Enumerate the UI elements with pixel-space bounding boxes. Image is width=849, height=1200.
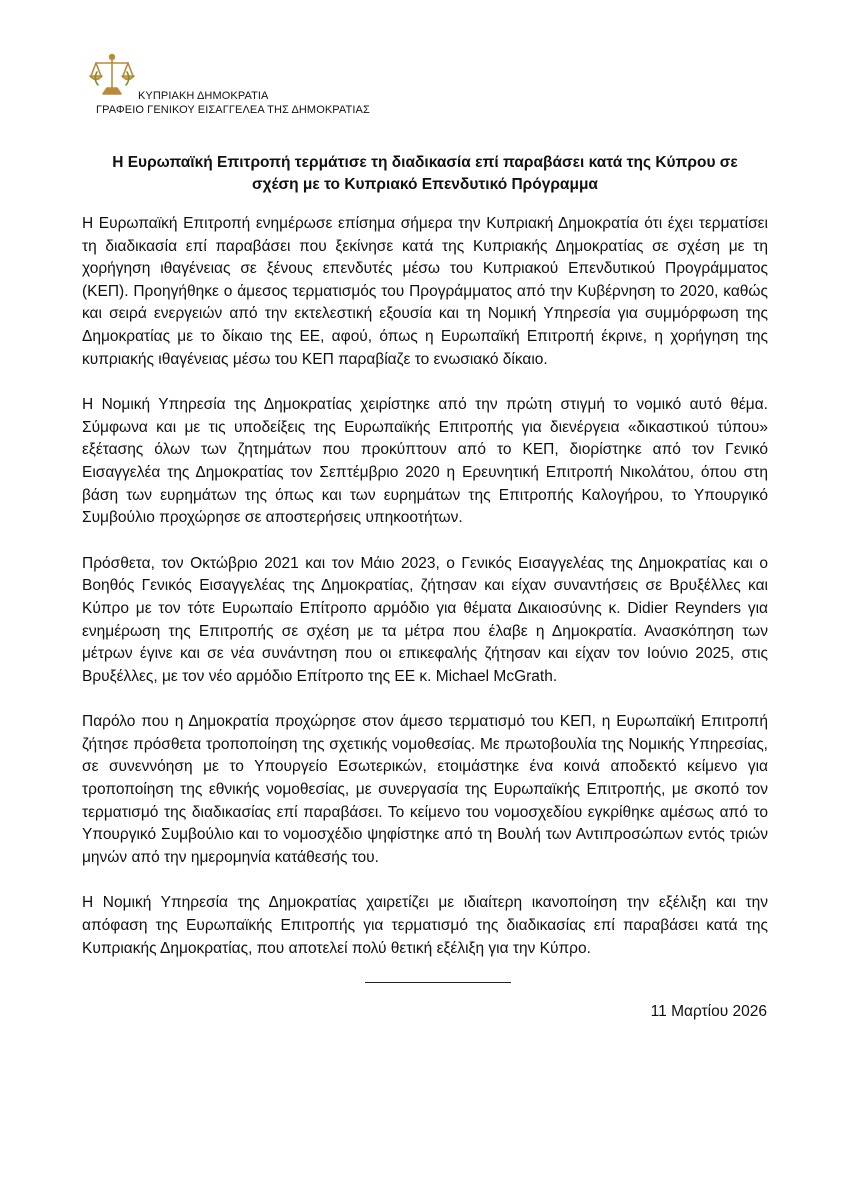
title-line-1: Η Ευρωπαϊκή Επιτροπή τερμάτισε τη διαδικασία επί παραβάσει κατά της Κύπρου σε [112,154,738,171]
header-country-name: ΚΥΠΡΙΑΚΗ ΔΗΜΟΚΡΑΤΙΑ [138,90,269,102]
page-title [82,152,768,196]
paragraph-4: Παρόλο που η Δημοκρατία προχώρησε στον άμεσο τερματισμό του ΚΕΠ, η Ευρωπαϊκή Επιτροπή ζήτησε πρόσθετα τροποποίηση της σχετικής νομοθεσίας. Με πρωτοβουλία της Νομικής Υπηρεσίας, σε συνεννόηση με το Υπουργείο Εσωτερικών, ετοιμάστηκε ένα κοινά αποδεκτό κείμενο για τροποποίηση της εθνικής νομοθεσίας, με συνεργασία της Ευρωπαϊκής Επιτροπής, με σκοπό τον τερματισμό της διαδικασίας επί παραβάσει. Το κείμενο του νομοσχεδίου εγκρίθηκε αμέσως από το Υπουργικό Συμβούλιο και το νομοσχέδιο ψηφίστηκε από τη Βουλή των Αντιπροσώπων εντός τριών μηνών από την ημερομηνία κατάθεσής του. [82,713,768,866]
signature-divider [365,982,511,983]
header-office-name: ΓΡΑΦΕΙΟ ΓΕΝΙΚΟΥ ΕΙΣΑΓΓΕΛΕΑ ΤΗΣ ΔΗΜΟΚΡΑΤΙΑΣ [96,104,370,116]
scales-of-justice-icon [88,52,136,98]
document-body [82,213,768,983]
paragraph-1: Η Ευρωπαϊκή Επιτροπή ενημέρωσε επίσημα σήμερα την Κυπριακή Δημοκρατία ότι έχει τερματίσει τη διαδικασία επί παραβάσει που ξεκίνησε κατά της Κυπριακής Δημοκρατίας σε σχέση με τη χορήγηση ιθαγένειας σε ξένους επενδυτές μέσω του Κυπριακού Επενδυτικού Προγράμματος (ΚΕΠ). Προηγήθηκε ο άμεσος τερματισμός του Προγράμματος από την Κυβέρνηση το 2020, καθώς και σειρά ενεργειών από την εκτελεστική εξουσία και τη Νομική Υπηρεσία για συμμόρφωση της Δημοκρατίας με το δίκαιο της ΕΕ, αφού, όπως η Ευρωπαϊκή Επιτροπή έκρινε, η χορήγηση της κυπριακής ιθαγένειας μέσω του ΚΕΠ παραβίαζε το ενωσιακό δίκαιο. [82,215,768,368]
title-line-2: σχέση με το Κυπριακό Επενδυτικό Πρόγραμμα [252,176,598,193]
document-date: 11 Μαρτίου 2026 [650,1003,767,1020]
paragraph-2: Η Νομική Υπηρεσία της Δημοκρατίας χειρίστηκε από την πρώτη στιγμή το νομικό αυτό θέμα. Σύμφωνα και με τις υποδείξεις της Ευρωπαϊκής Επιτροπής για διενέργεια «δικαστικού τύπου» εξέτασης όλων των ζητημάτων που προκύπτουν από το ΚΕΠ, διορίστηκε από τον Γενικό Εισαγγελέα της Δημοκρατίας τον Σεπτέμβριο 2020 η Ερευνητική Επιτροπή Νικολάτου, όπου στη βάση των ευρημάτων της όπως και των ευρημάτων της Επιτροπής Καλογήρου, το Υπουργικό Συμβούλιο προχώρησε σε αποστερήσεις υπηκοοτήτων. [82,396,768,527]
paragraph-5: Η Νομική Υπηρεσία της Δημοκρατίας χαιρετίζει με ιδιαίτερη ικανοποίηση την εξέλιξη και την απόφαση της Ευρωπαϊκής Επιτροπής για τερματισμό της διαδικασίας επί παραβάσει κατά της Κυπριακής Δημοκρατίας, που αποτελεί πολύ θετική εξέλιξη για την Κύπρο. [82,894,768,957]
paragraph-3: Πρόσθετα, τον Οκτώβριο 2021 και τον Μάιο 2023, ο Γενικός Εισαγγελέας της Δημοκρατίας και ο Βοηθός Γενικός Εισαγγελέας της Δημοκρατίας, ζήτησαν και είχαν συναντήσεις σε Βρυξέλλες και Κύπρο με τον τότε Ευρωπαίο Επίτροπο αρμόδιο για θέματα Δικαιοσύνης κ. Didier Reynders για ενημέρωση της Επιτροπής σε σχέση με τα μέτρα που έλαβε η Δημοκρατία. Ανασκόπηση των μέτρων έγινε και σε νέα συνάντηση που οι επικεφαλής ζήτησαν και είχαν τον Ιούνιο 2025, στις Βρυξέλλες, με τον νέο αρμόδιο Επίτροπο της ΕΕ κ. Michael McGrath. [82,554,768,685]
